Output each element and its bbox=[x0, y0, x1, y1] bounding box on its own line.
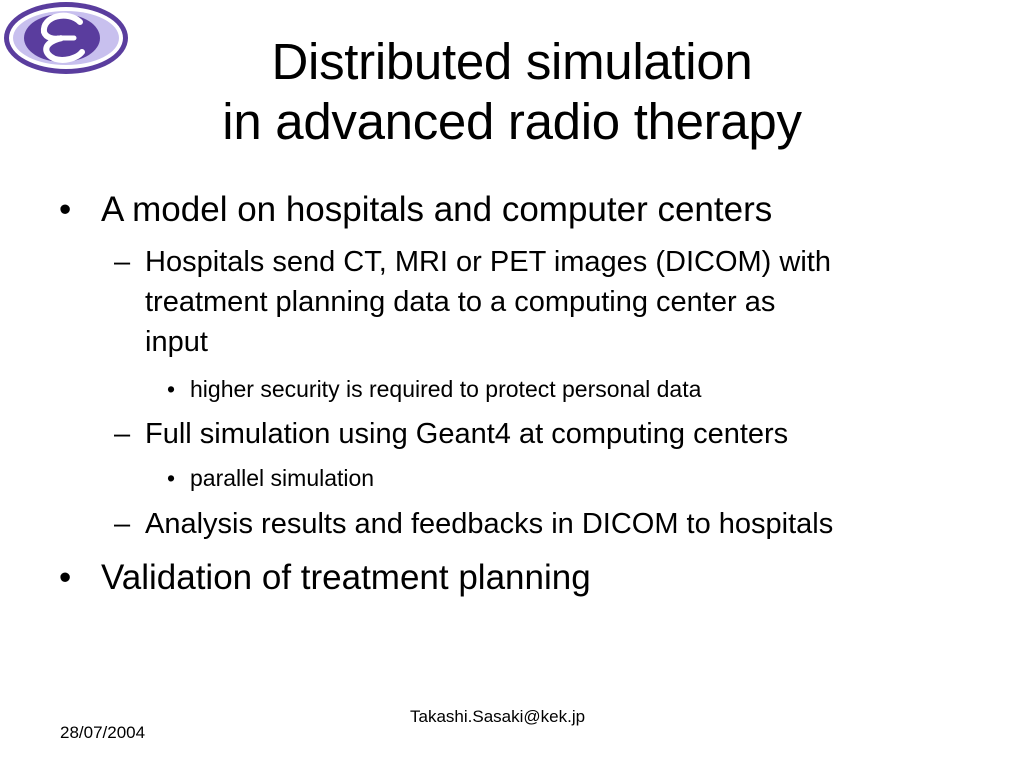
footer-date: 28/07/2004 bbox=[60, 723, 146, 742]
subsubbullet-text: higher security is required to protect personal data bbox=[190, 376, 702, 402]
bullet-marker: • bbox=[59, 558, 72, 597]
bullet-marker: • bbox=[167, 376, 176, 402]
bullet-marker: • bbox=[167, 465, 176, 491]
subbullet-hospitals-send bbox=[114, 242, 831, 282]
title-line-2: in advanced radio therapy bbox=[222, 93, 802, 150]
bullet-marker: • bbox=[59, 190, 72, 229]
page-title bbox=[0, 32, 1024, 152]
title-line-1: Distributed simulation bbox=[271, 33, 753, 90]
dash-marker: – bbox=[114, 246, 131, 278]
subbullet-analysis-results bbox=[114, 504, 834, 544]
subbullet-full-simulation bbox=[114, 414, 789, 454]
subbullet-hospitals-send-line-2 bbox=[145, 282, 775, 322]
subsubbullet-security bbox=[167, 375, 702, 403]
subsubbullet-parallel bbox=[167, 464, 375, 492]
bullet-model-hospitals bbox=[59, 190, 773, 230]
subbullet-line-1: Hospitals send CT, MRI or PET images (DICOM) with bbox=[145, 246, 831, 278]
footer-author-email: Takashi.Sasaki@kek.jp bbox=[410, 707, 586, 726]
bullet-text: Validation of treatment planning bbox=[101, 558, 591, 597]
subbullet-text: Full simulation using Geant4 at computing centers bbox=[145, 418, 789, 450]
subbullet-text: Analysis results and feedbacks in DICOM to hospitals bbox=[145, 508, 834, 540]
subsubbullet-text: parallel simulation bbox=[190, 465, 375, 491]
bullet-validation bbox=[59, 558, 591, 598]
subbullet-line-2: treatment planning data to a computing center as bbox=[145, 286, 776, 318]
subbullet-line-3: input bbox=[145, 326, 208, 358]
dash-marker: – bbox=[114, 418, 131, 450]
bullet-text: A model on hospitals and computer centers bbox=[101, 190, 773, 229]
dash-marker: – bbox=[114, 508, 131, 540]
subbullet-hospitals-send-line-3 bbox=[145, 322, 208, 362]
